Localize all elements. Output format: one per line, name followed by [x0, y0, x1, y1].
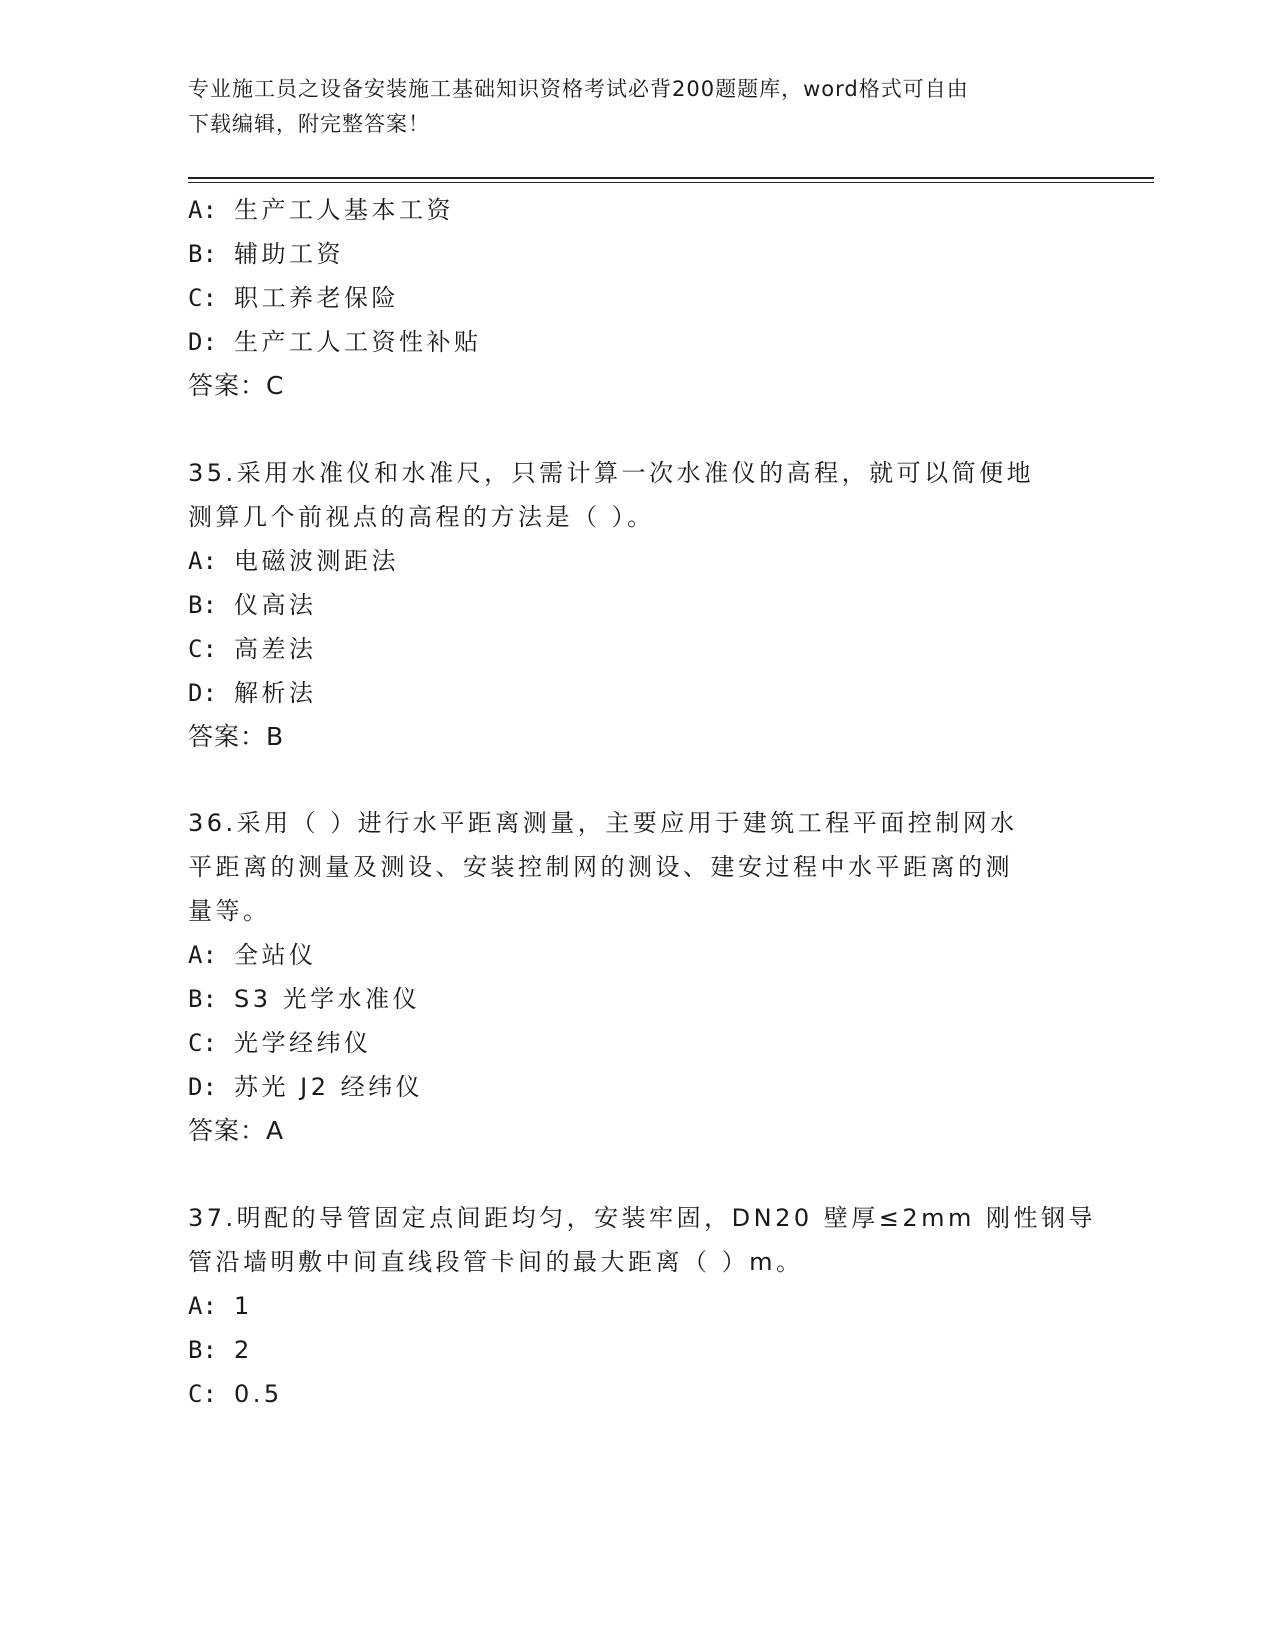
q35-option-c: [188, 634, 317, 664]
option-letter: C:: [188, 1380, 217, 1408]
q37-option-c: [188, 1379, 283, 1409]
option-letter: B:: [188, 985, 217, 1013]
q35-answer: 答案：B: [188, 722, 285, 751]
document-header: [188, 72, 1088, 142]
option-text: 高差法: [234, 635, 317, 663]
q35-option-a: [188, 546, 399, 576]
q36-option-a: [188, 940, 317, 970]
option-letter: A:: [188, 547, 217, 575]
q36-answer: 答案：A: [188, 1116, 285, 1145]
q36-option-b: [188, 984, 420, 1014]
q37-option-a: [188, 1291, 253, 1321]
q34-option-d: [188, 327, 482, 357]
option-text: 辅助工资: [234, 240, 344, 268]
header-line-2: 下载编辑，附完整答案！: [188, 112, 430, 136]
q36-stem-line-1: 36.采用（ ）进行水平距离测量，主要应用于建筑工程平面控制网水: [188, 809, 1018, 837]
q36-option-d: [188, 1072, 423, 1102]
option-letter: B:: [188, 591, 217, 619]
option-letter: A:: [188, 941, 217, 969]
option-letter: C:: [188, 284, 217, 312]
option-letter: B:: [188, 240, 217, 268]
q36-stem-line-2: 平距离的测量及测设、安装控制网的测设、建安过程中水平距离的测: [188, 853, 1013, 881]
q34-option-a: [188, 195, 454, 225]
q34-answer: 答案：C: [188, 371, 285, 400]
option-text: 1: [234, 1292, 253, 1320]
option-letter: D:: [188, 1073, 217, 1101]
option-text: 仪高法: [234, 591, 317, 619]
q35-stem-line-1: 35.采用水准仪和水准尺，只需计算一次水准仪的高程，就可以简便地: [188, 459, 1035, 487]
q35-option-b: [188, 590, 317, 620]
q35-option-d: [188, 678, 317, 708]
header-divider-thick: [188, 177, 1154, 179]
option-text: 生产工人工资性补贴: [234, 328, 482, 356]
header-line-1: 专业施工员之设备安装施工基础知识资格考试必背200题题库，word格式可自由: [188, 77, 969, 101]
option-text: 2: [234, 1336, 253, 1364]
option-text: 电磁波测距法: [234, 547, 399, 575]
option-text: 0.5: [234, 1380, 283, 1408]
option-letter: A:: [188, 1292, 217, 1320]
q34-option-b: [188, 239, 344, 269]
option-text: 全站仪: [234, 941, 317, 969]
option-letter: C:: [188, 635, 217, 663]
option-letter: D:: [188, 328, 217, 356]
q37-stem-line-2: 管沿墙明敷中间直线段管卡间的最大距离（ ）m。: [188, 1248, 804, 1276]
option-letter: C:: [188, 1029, 217, 1057]
option-letter: A:: [188, 196, 217, 224]
q34-option-c: [188, 283, 399, 313]
q37-stem-line-1: 37.明配的导管固定点间距均匀，安装牢固，DN20 壁厚≤2mm 刚性钢导: [188, 1204, 1097, 1232]
option-text: 光学经纬仪: [234, 1029, 372, 1057]
q36-stem-line-3: 量等。: [188, 897, 271, 925]
q35-stem-line-2: 测算几个前视点的高程的方法是（ ）。: [188, 503, 655, 531]
option-letter: D:: [188, 679, 217, 707]
q37-option-b: [188, 1335, 253, 1365]
option-text: 解析法: [234, 679, 317, 707]
option-letter: B:: [188, 1336, 217, 1364]
option-text: 苏光 J2 经纬仪: [234, 1073, 424, 1101]
q36-option-c: [188, 1028, 372, 1058]
option-text: S3 光学水准仪: [234, 985, 421, 1013]
option-text: 生产工人基本工资: [234, 196, 454, 224]
option-text: 职工养老保险: [234, 284, 399, 312]
header-divider-thin: [188, 182, 1154, 183]
